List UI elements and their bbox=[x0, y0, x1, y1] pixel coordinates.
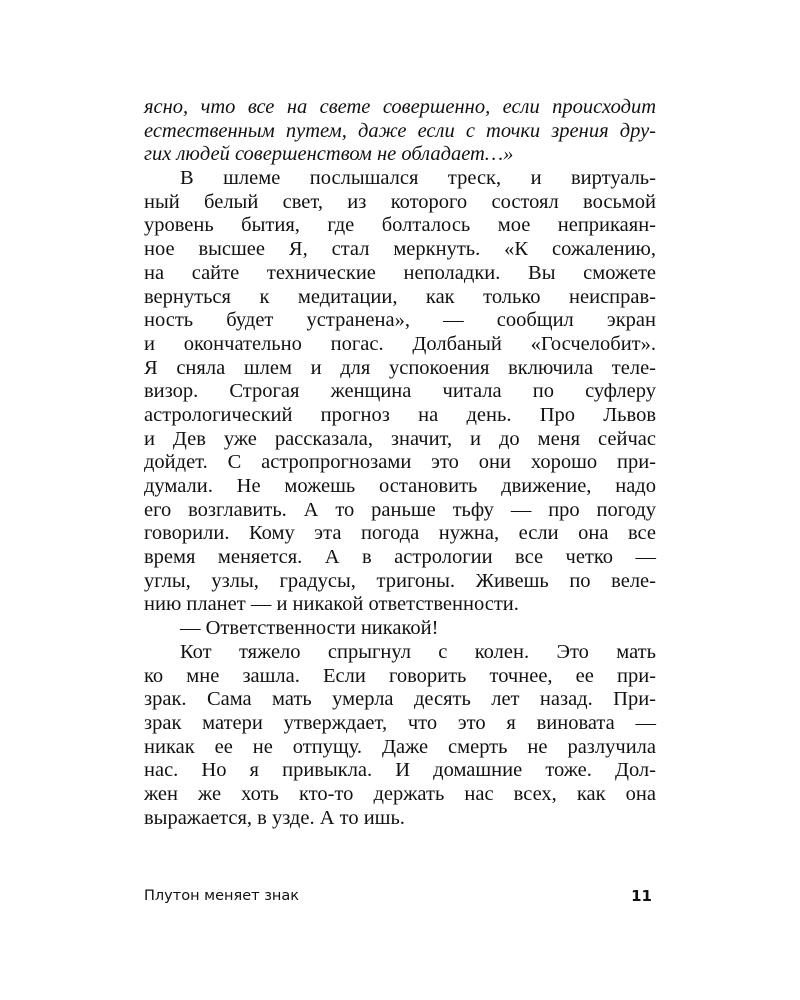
text-line: ный белый свет, из которого состоял восьмой bbox=[144, 190, 656, 213]
text-line: нас. Но я привыкла. И домашние тоже. Дол- bbox=[144, 759, 656, 782]
page-number: 11 bbox=[631, 887, 652, 905]
text-line: жен же хоть кто-то держать нас всех, как она bbox=[144, 782, 656, 805]
text-line: дойдет. С астропрогнозами это они хорошо при- bbox=[144, 451, 656, 474]
text-line: углы, узлы, градусы, тригоны. Живешь по веле- bbox=[144, 569, 656, 592]
text-line: В шлеме послышался треск, и виртуаль- bbox=[180, 167, 656, 190]
text-line: ко мне зашла. Если говорить точнее, ее при- bbox=[144, 664, 656, 687]
body-text bbox=[144, 96, 656, 830]
text-line: ность будет устранена», — сообщил экран bbox=[144, 309, 656, 332]
text-line: нию планет — и никакой ответственности. bbox=[144, 593, 519, 616]
text-line: уровень бытия, где болталось мое неприкаян- bbox=[144, 214, 656, 237]
text-line: и окончательно погас. Долбаный «Госчелобит». bbox=[144, 332, 656, 355]
text-line: естественным путем, даже если с точки зрения дру- bbox=[144, 119, 656, 142]
text-line: ясно, что все на свете совершенно, если происходит bbox=[144, 96, 656, 118]
text-line: выражается, в узде. А то ишь. bbox=[144, 806, 405, 829]
page-footer bbox=[144, 884, 656, 908]
text-line: гих людей совершенством не обладает…» bbox=[144, 143, 514, 166]
text-line: астрологический прогноз на день. Про Львов bbox=[144, 403, 656, 426]
text-line: Кот тяжело спрыгнул с колен. Это мать bbox=[180, 640, 656, 663]
text-line: никак ее не отпущу. Даже смерть не разлучила bbox=[144, 735, 656, 758]
text-line: и Дев уже рассказала, значит, и до меня сейчас bbox=[144, 427, 656, 450]
running-title: Плутон меняет знак bbox=[144, 888, 300, 904]
text-line: думали. Не можешь остановить движение, надо bbox=[144, 475, 656, 497]
text-line: на сайте технические неполадки. Вы сможете bbox=[144, 261, 656, 284]
text-line: визор. Строгая женщина читала по суфлеру bbox=[144, 380, 656, 403]
text-line: зрак матери утверждает, что это я виновата — bbox=[144, 711, 656, 734]
text-line: зрак. Сама мать умерла десять лет назад. При- bbox=[144, 688, 656, 711]
text-line: — Ответственности никакой! bbox=[180, 617, 439, 640]
text-line: ное высшее Я, стал меркнуть. «К сожалению, bbox=[144, 238, 656, 261]
text-line: его возглавить. А то раньше тьфу — про погоду bbox=[144, 498, 656, 521]
text-line: говорили. Кому эта погода нужна, если она все bbox=[144, 522, 656, 545]
text-line: время меняется. А в астрологии все четко — bbox=[144, 546, 656, 569]
text-line: Я сняла шлем и для успокоения включила теле- bbox=[144, 356, 656, 379]
text-line: вернуться к медитации, как только неисправ- bbox=[144, 285, 656, 308]
